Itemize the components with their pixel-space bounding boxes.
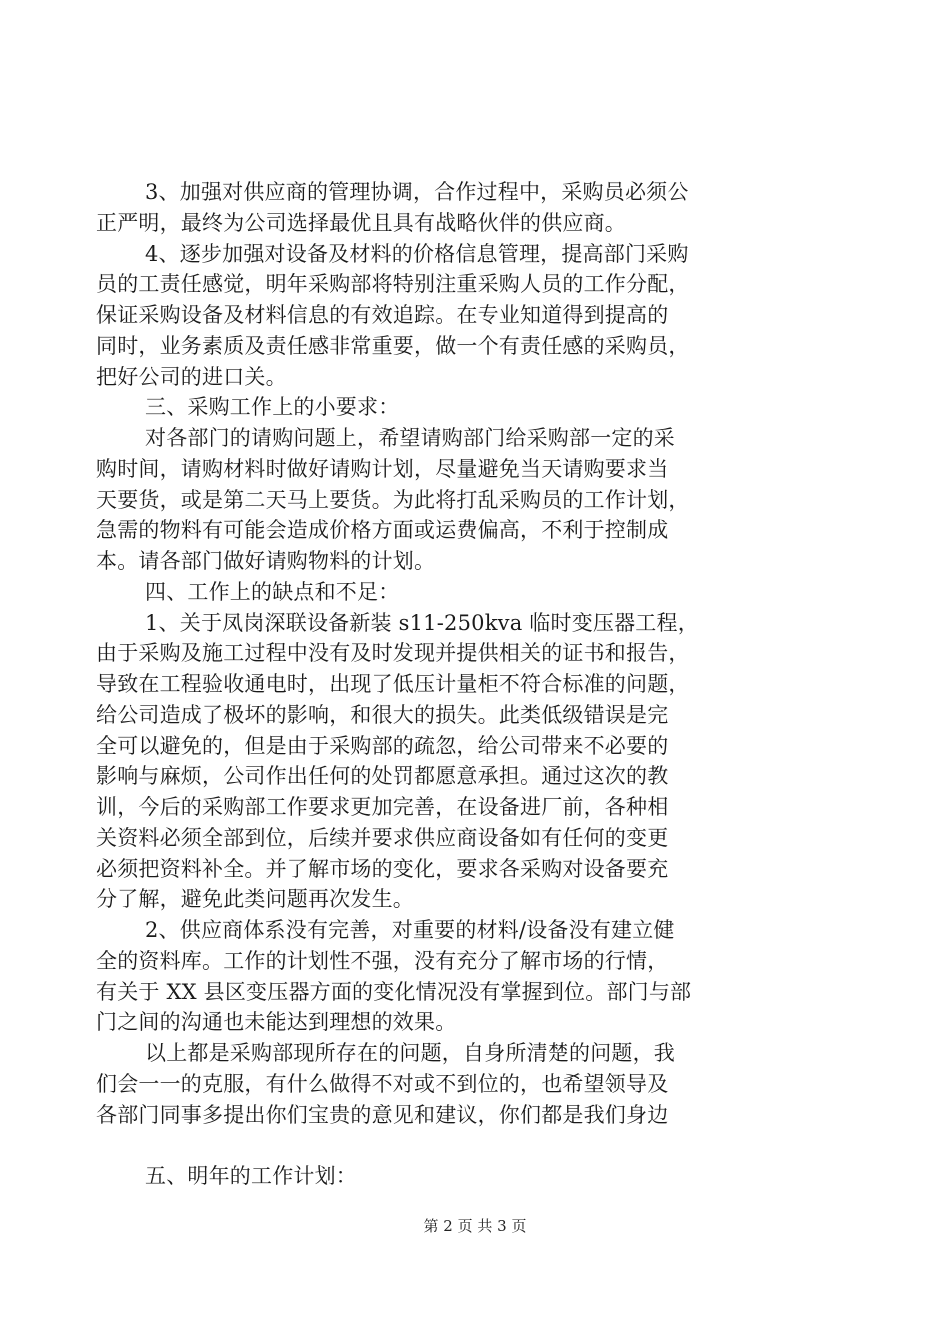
section-heading: 五、明年的工作计划： [145,1164,357,1188]
text-line: 员的工责任感觉，明年采购部将特别注重采购人员的工作分配， [96,272,690,296]
page-footer: 第 2 页 共 3 页 [423,1217,527,1235]
text-line: 影响与麻烦，公司作出任何的处罚都愿意承担。通过这次的教 [96,764,669,788]
text-line: 保证采购设备及材料信息的有效追踪。在专业知道得到提高的 [96,303,669,327]
text-line: 全的资料库。工作的计划性不强，没有充分了解市场的行情， [96,949,669,973]
text-line: 正严明，最终为公司选择最优且具有战略伙伴的供应商。 [96,211,626,235]
text-line: 2、供应商体系没有完善，对重要的材料/设备没有建立健 [145,918,675,942]
text-line: 们会一一的克服，有什么做得不对或不到位的，也希望领导及 [96,1072,669,1096]
text-line: 各部门同事多提出你们宝贵的意见和建议，你们都是我们身边 [96,1103,669,1127]
text-line: 训，今后的采购部工作要求更加完善，在设备进厂前，各种相 [96,795,669,819]
text-line: 全可以避免的，但是由于采购部的疏忽，给公司带来不必要的 [96,734,669,758]
text-line: 购时间，请购材料时做好请购计划，尽量避免当天请购要求当 [96,457,669,481]
section-heading: 三、采购工作上的小要求： [145,395,400,419]
section-heading: 四、工作上的缺点和不足： [145,580,400,604]
text-line: 关资料必须全部到位，后续并要求供应商设备如有任何的变更 [96,826,669,850]
text-line: 本。请各部门做好请购物料的计划。 [96,549,436,573]
text-line: 天要货，或是第二天马上要货。为此将打乱采购员的工作计划， [96,488,690,512]
text-line: 有关于 XX 县区变压器方面的变化情况没有掌握到位。部门与部 [96,980,692,1004]
text-line: 同时，业务素质及责任感非常重要，做一个有责任感的采购员， [96,334,690,358]
text-line: 分了解，避免此类问题再次发生。 [96,887,414,911]
text-line: 1、关于凤岗深联设备新装 s11-250kva 临时变压器工程， [145,611,699,635]
text-line: 急需的物料有可能会造成价格方面或运费偏高，不利于控制成 [96,518,669,542]
text-line: 由于采购及施工过程中没有及时发现并提供相关的证书和报告， [96,641,690,665]
text-line: 给公司造成了极坏的影响，和很大的损失。此类低级错误是完 [96,703,669,727]
text-line: 以上都是采购部现所存在的问题，自身所清楚的问题，我 [145,1041,675,1065]
text-line: 导致在工程验收通电时，出现了低压计量柜不符合标准的问题， [96,672,690,696]
text-line: 把好公司的进口关。 [96,365,287,389]
text-line: 门之间的沟通也未能达到理想的效果。 [96,1010,457,1034]
text-line: 对各部门的请购问题上，希望请购部门给采购部一定的采 [145,426,675,450]
text-line: 必须把资料补全。并了解市场的变化，要求各采购对设备要充 [96,857,669,881]
text-line: 4、逐步加强对设备及材料的价格信息管理，提高部门采购 [145,242,689,266]
text-line: 3、加强对供应商的管理协调，合作过程中，采购员必须公 [145,180,689,204]
